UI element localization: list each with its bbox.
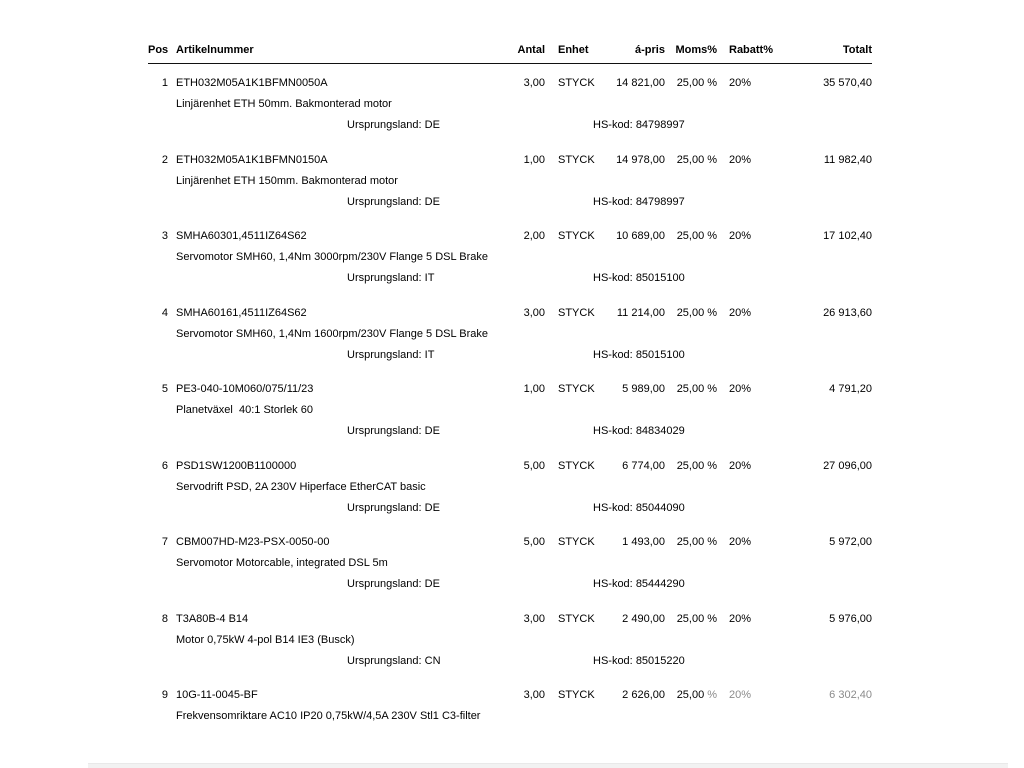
- row-description: Planetväxel 40:1 Storlek 60: [176, 404, 313, 416]
- row-main-line: [148, 685, 872, 706]
- cell-pos: 8: [161, 612, 168, 625]
- cell-artikelnummer: ETH032M05A1K1BFMN0150A: [176, 153, 328, 166]
- cell-moms: [665, 685, 717, 706]
- origin-value: IT: [424, 272, 435, 284]
- hs-label: HS-kod:: [593, 119, 633, 131]
- cell-rabatt: 20%: [729, 612, 752, 625]
- col-header-moms: Moms%: [675, 44, 717, 56]
- cell-moms: [665, 303, 717, 324]
- cell-antal: 1,00: [523, 383, 545, 395]
- row-description: Servomotor SMH60, 1,4Nm 3000rpm/230V Flange 5 DSL Brake: [176, 251, 489, 263]
- table-row: [148, 609, 872, 672]
- cell-enhet: STYCK: [558, 306, 595, 319]
- cell-moms: [665, 456, 717, 477]
- cell-totalt: 6 302,40: [829, 689, 872, 701]
- moms-percent-sign: %: [707, 689, 717, 701]
- table-row: [148, 303, 872, 366]
- moms-value: 25,00: [676, 153, 705, 166]
- hs-code-field: [593, 574, 685, 595]
- col-header-artikelnummer: Artikelnummer: [176, 44, 254, 56]
- cell-totalt: 27 096,00: [823, 459, 872, 472]
- row-description: Linjärenhet ETH 150mm. Bakmonterad motor: [176, 174, 398, 187]
- moms-value: 25,00: [676, 230, 705, 242]
- col-header-apris: á-pris: [635, 44, 665, 56]
- origin-label: Ursprungsland:: [347, 501, 422, 514]
- cell-pos: 2: [161, 153, 168, 166]
- origin-value: DE: [424, 195, 440, 208]
- row-description: Servomotor Motorcable, integrated DSL 5m: [176, 557, 388, 569]
- cell-antal: 3,00: [523, 306, 545, 319]
- hs-value: 84798997: [635, 195, 685, 208]
- cell-pos: 9: [161, 689, 168, 701]
- cell-apris: 1 493,00: [622, 536, 665, 548]
- table-row: [148, 379, 872, 442]
- table-row: [148, 226, 872, 289]
- moms-value: 25,00: [676, 306, 705, 319]
- cell-antal: 3,00: [523, 689, 545, 701]
- origin-value: IT: [424, 348, 435, 361]
- cell-rabatt: 20%: [729, 536, 752, 548]
- cell-totalt: 5 972,00: [829, 536, 872, 548]
- cell-artikelnummer: T3A80B-4 B14: [176, 612, 249, 625]
- row-origin-line: [148, 345, 872, 366]
- moms-value: 25,00: [676, 459, 705, 472]
- cell-moms: [665, 150, 717, 171]
- cell-rabatt: 20%: [729, 306, 752, 319]
- cell-apris: 2 490,00: [622, 612, 665, 625]
- cell-antal: 5,00: [523, 459, 545, 472]
- cell-antal: 2,00: [523, 230, 545, 242]
- origin-value: DE: [424, 119, 440, 131]
- hs-code-field: [593, 345, 685, 366]
- row-origin-line: [148, 115, 872, 136]
- row-origin-line: [148, 498, 872, 519]
- cell-rabatt: 20%: [729, 689, 752, 701]
- moms-percent-sign: %: [707, 77, 717, 89]
- cell-rabatt: 20%: [729, 383, 752, 395]
- origin-label: Ursprungsland:: [347, 425, 422, 437]
- origin-label: Ursprungsland:: [347, 272, 422, 284]
- row-origin-line: [148, 651, 872, 672]
- hs-label: HS-kod:: [593, 425, 633, 437]
- row-description: Frekvensomriktare AC10 IP20 0,75kW/4,5A 230V Stl1 C3-filter: [176, 710, 481, 722]
- cell-enhet: STYCK: [558, 689, 595, 701]
- line-items-table: [148, 44, 872, 727]
- row-main-line: [148, 609, 872, 630]
- cell-totalt: 11 982,40: [823, 153, 872, 166]
- origin-field: [347, 498, 440, 519]
- table-row: [148, 456, 872, 519]
- cell-enhet: STYCK: [558, 153, 595, 166]
- cell-pos: 5: [161, 383, 168, 395]
- col-header-enhet: Enhet: [558, 44, 589, 56]
- table-row: [148, 532, 872, 595]
- row-main-line: [148, 456, 872, 477]
- cell-rabatt: 20%: [729, 459, 752, 472]
- cell-apris: 5 989,00: [622, 383, 665, 395]
- origin-field: [347, 574, 440, 595]
- cell-antal: 3,00: [523, 77, 545, 89]
- moms-value: 25,00: [676, 383, 705, 395]
- row-description: Motor 0,75kW 4-pol B14 IE3 (Busck): [176, 633, 355, 646]
- hs-code-field: [593, 192, 685, 213]
- origin-value: DE: [424, 425, 440, 437]
- origin-label: Ursprungsland:: [347, 578, 422, 590]
- origin-value: DE: [424, 578, 440, 590]
- table-row: [148, 685, 872, 727]
- hs-value: 84834029: [635, 425, 685, 437]
- cell-totalt: 5 976,00: [829, 612, 872, 625]
- cell-apris: 2 626,00: [622, 689, 665, 701]
- cell-rabatt: 20%: [729, 77, 752, 89]
- moms-percent-sign: %: [707, 306, 717, 319]
- table-header: [148, 44, 872, 64]
- cell-moms: [665, 73, 717, 94]
- hs-value: 85015100: [635, 272, 685, 284]
- cell-antal: 5,00: [523, 536, 545, 548]
- hs-label: HS-kod:: [593, 501, 633, 514]
- hs-label: HS-kod:: [593, 654, 633, 667]
- row-description: Servomotor SMH60, 1,4Nm 1600rpm/230V Flange 5 DSL Brake: [176, 327, 489, 340]
- cell-pos: 3: [161, 230, 168, 242]
- cell-moms: [665, 532, 717, 553]
- col-header-totalt: Totalt: [842, 44, 872, 56]
- hs-code-field: [593, 498, 685, 519]
- moms-value: 25,00: [676, 612, 705, 625]
- cell-moms: [665, 379, 717, 400]
- cell-rabatt: 20%: [729, 230, 752, 242]
- page-break-divider: [88, 763, 1008, 768]
- origin-label: Ursprungsland:: [347, 654, 422, 667]
- hs-label: HS-kod:: [593, 578, 633, 590]
- cell-pos: 4: [161, 306, 168, 319]
- cell-pos: 6: [161, 459, 168, 472]
- cell-antal: 1,00: [523, 153, 545, 166]
- row-origin-line: [148, 574, 872, 595]
- cell-enhet: STYCK: [558, 459, 595, 472]
- cell-enhet: STYCK: [558, 383, 595, 395]
- row-origin-line: [148, 421, 872, 442]
- moms-percent-sign: %: [707, 383, 717, 395]
- cell-enhet: STYCK: [558, 536, 595, 548]
- origin-label: Ursprungsland:: [347, 348, 422, 361]
- cell-pos: 1: [161, 77, 168, 89]
- cell-pos: 7: [161, 536, 168, 548]
- cell-artikelnummer: CBM007HD-M23-PSX-0050-00: [176, 536, 330, 548]
- cell-enhet: STYCK: [558, 77, 595, 89]
- origin-label: Ursprungsland:: [347, 119, 422, 131]
- row-main-line: [148, 73, 872, 94]
- hs-value: 85015220: [635, 654, 685, 667]
- cell-rabatt: 20%: [729, 153, 752, 166]
- origin-field: [347, 421, 440, 442]
- table-row: [148, 150, 872, 213]
- row-description: Servodrift PSD, 2A 230V Hiperface EtherCAT basic: [176, 480, 426, 493]
- row-main-line: [148, 379, 872, 400]
- hs-code-field: [593, 115, 685, 136]
- cell-apris: 10 689,00: [616, 230, 665, 242]
- moms-percent-sign: %: [707, 230, 717, 242]
- moms-percent-sign: %: [707, 612, 717, 625]
- moms-value: 25,00: [676, 689, 705, 701]
- cell-totalt: 26 913,60: [823, 306, 872, 319]
- origin-label: Ursprungsland:: [347, 195, 422, 208]
- cell-enhet: STYCK: [558, 612, 595, 625]
- hs-value: 85444290: [635, 578, 685, 590]
- hs-code-field: [593, 651, 685, 672]
- cell-artikelnummer: ETH032M05A1K1BFMN0050A: [176, 77, 328, 89]
- hs-label: HS-kod:: [593, 348, 633, 361]
- row-description: Linjärenhet ETH 50mm. Bakmonterad motor: [176, 98, 392, 110]
- cell-apris: 14 821,00: [616, 77, 665, 89]
- cell-artikelnummer: PSD1SW1200B1100000: [176, 459, 297, 472]
- hs-value: 84798997: [635, 119, 685, 131]
- moms-percent-sign: %: [707, 536, 717, 548]
- cell-apris: 14 978,00: [616, 153, 665, 166]
- moms-value: 25,00: [676, 77, 705, 89]
- origin-field: [347, 192, 440, 213]
- hs-code-field: [593, 421, 685, 442]
- hs-value: 85044090: [635, 501, 685, 514]
- cell-totalt: 35 570,40: [823, 77, 872, 89]
- origin-field: [347, 268, 434, 289]
- table-row: [148, 73, 872, 136]
- cell-totalt: 17 102,40: [823, 230, 872, 242]
- cell-artikelnummer: SMHA60301,4511IZ64S62: [176, 230, 307, 242]
- origin-value: DE: [424, 501, 440, 514]
- row-origin-line: [148, 192, 872, 213]
- moms-value: 25,00: [676, 536, 705, 548]
- cell-apris: 6 774,00: [622, 459, 665, 472]
- row-main-line: [148, 303, 872, 324]
- hs-label: HS-kod:: [593, 272, 633, 284]
- row-main-line: [148, 150, 872, 171]
- col-header-pos: Pos: [148, 44, 169, 56]
- origin-field: [347, 651, 441, 672]
- cell-enhet: STYCK: [558, 230, 595, 242]
- cell-artikelnummer: PE3-040-10M060/075/11/23: [176, 383, 314, 395]
- hs-label: HS-kod:: [593, 195, 633, 208]
- cell-artikelnummer: SMHA60161,4511IZ64S62: [176, 306, 307, 319]
- cell-apris: 11 214,00: [616, 306, 665, 319]
- origin-field: [347, 115, 440, 136]
- row-main-line: [148, 226, 872, 247]
- hs-value: 85015100: [635, 348, 685, 361]
- moms-percent-sign: %: [707, 459, 717, 472]
- moms-percent-sign: %: [707, 153, 717, 166]
- row-origin-line: [148, 268, 872, 289]
- hs-code-field: [593, 268, 685, 289]
- cell-artikelnummer: 10G-11-0045-BF: [176, 689, 258, 701]
- origin-field: [347, 345, 434, 366]
- cell-totalt: 4 791,20: [829, 383, 872, 395]
- col-header-antal: Antal: [517, 44, 545, 56]
- origin-value: CN: [424, 654, 441, 667]
- line-items: [148, 73, 872, 727]
- col-header-rabatt: Rabatt%: [729, 44, 774, 56]
- cell-moms: [665, 226, 717, 247]
- cell-antal: 3,00: [523, 612, 545, 625]
- cell-moms: [665, 609, 717, 630]
- row-main-line: [148, 532, 872, 553]
